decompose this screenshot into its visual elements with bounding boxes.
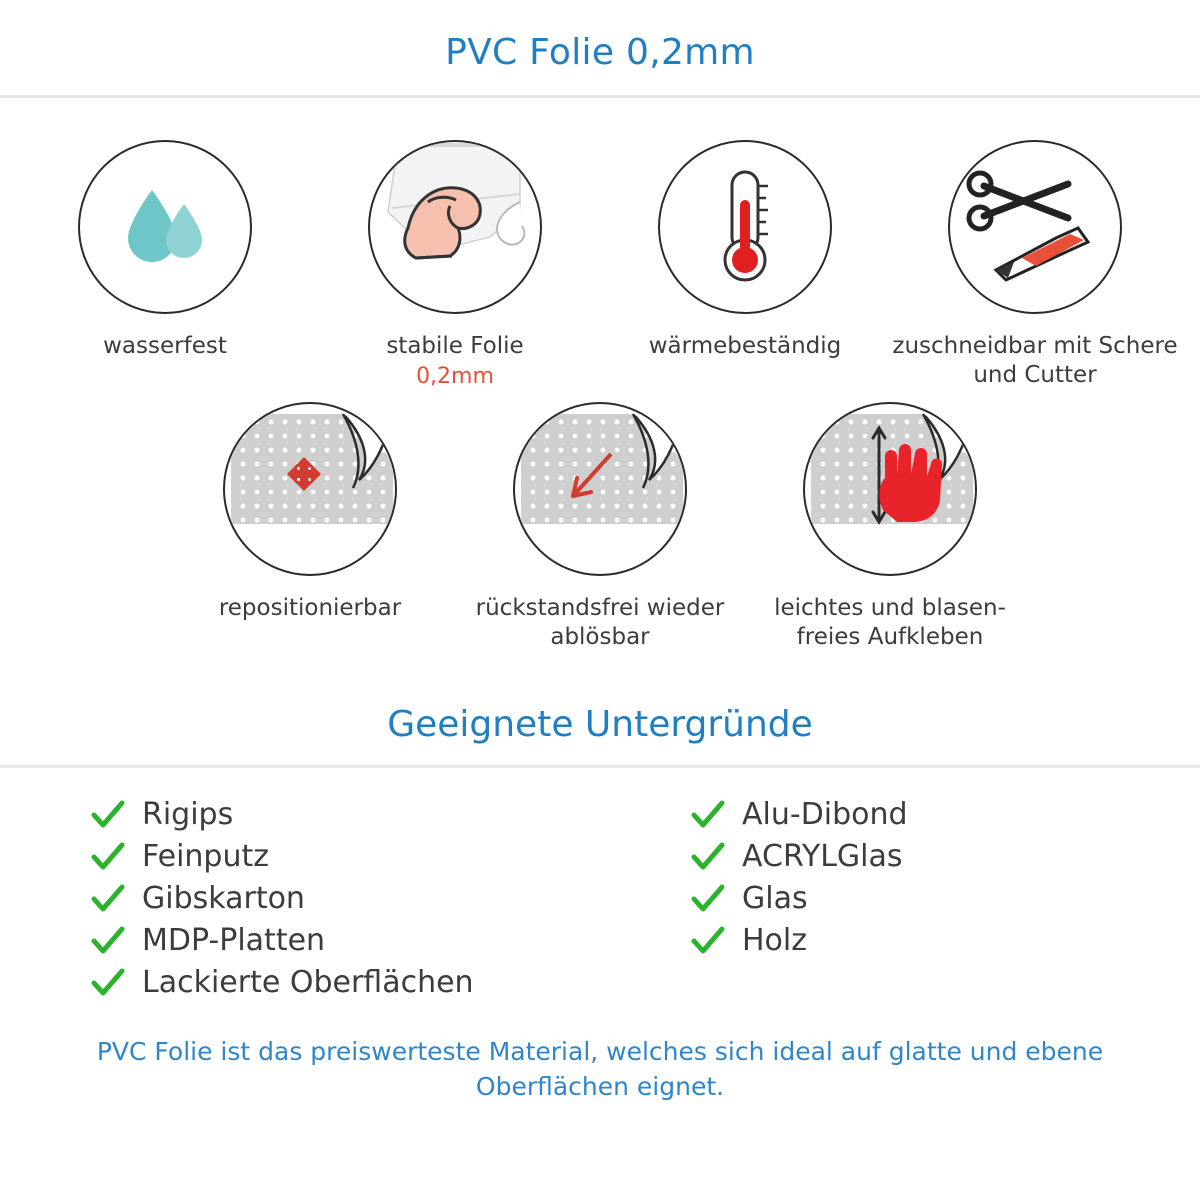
feature-caption [455,594,745,653]
check-icon [690,799,726,831]
feature-repositionierbar [165,402,455,623]
page-title: PVC Folie 0,2mm [445,32,755,73]
feature-icon-circle [948,140,1122,314]
divider-middle [0,765,1200,768]
list-item-label: Alu-Dibond [742,797,908,833]
list-item [90,840,610,873]
feature-wasserfest [20,140,310,361]
hand-smoothing-icon [805,404,975,574]
water-drops-icon [80,142,250,312]
list-item [90,798,610,831]
feature-icon-circle [803,402,977,576]
feature-zuschneidbar [890,140,1180,391]
feature-stabile-folie [310,140,600,392]
feature-sublabel: 0,2mm [416,364,494,390]
feature-label: rückstandsfrei wieder ablösbar [475,594,725,651]
list-item [90,966,610,999]
list-item-label: Rigips [142,797,234,833]
divider-top [0,95,1200,98]
feature-row-1 [0,140,1200,392]
list-item-label: Gibskarton [142,881,305,917]
list-item [690,798,1150,831]
feature-aufkleben [745,402,1035,653]
substrates-column-left [90,798,610,1008]
feature-waermebestaendig [600,140,890,361]
feature-icon-circle [658,140,832,314]
feature-label: zuschneidbar mit Schere und Cutter [892,333,1178,389]
check-icon [90,799,126,831]
list-item [90,882,610,915]
feature-caption [386,332,523,392]
feature-caption [745,594,1035,653]
substrates-header [0,704,1200,745]
check-icon [90,967,126,999]
scissors-cutter-icon [950,142,1120,312]
list-item-label: Lackierte Oberflächen [142,965,474,1001]
footer-note: PVC Folie ist das preiswerteste Material, welches sich ideal auf glatte und ebene Oberflächen eignet. [96,1037,1104,1102]
list-item-label: MDP-Platten [142,923,326,959]
check-icon [690,925,726,957]
list-item [690,924,1150,957]
strong-arm-icon [370,142,540,312]
reposition-arrows-icon [225,404,395,574]
list-item-label: Glas [742,881,808,917]
feature-label: wärmebeständig [648,333,842,359]
peel-off-icon [515,404,685,574]
feature-label: wasserfest [103,333,227,359]
check-icon [90,841,126,873]
feature-icon-circle [223,402,397,576]
feature-caption [103,332,227,361]
check-icon [90,883,126,915]
list-item-label: ACRYLGlas [742,839,903,875]
feature-label: leichtes und blasen- freies Aufkleben [774,594,1006,651]
feature-label: stabile Folie [386,333,524,359]
list-item [90,924,610,957]
thermometer-icon [660,142,830,312]
feature-icon-circle [513,402,687,576]
header [0,0,1200,73]
feature-caption [219,594,401,623]
check-icon [690,841,726,873]
feature-icon-circle [368,140,542,314]
substrates-title: Geeignete Untergründe [387,704,813,746]
feature-caption [890,332,1180,391]
check-icon [90,925,126,957]
check-icon [690,883,726,915]
list-item-label: Feinputz [142,839,269,875]
list-item [690,882,1150,915]
substrates-column-right [610,798,1150,1008]
feature-caption [649,332,842,361]
list-item [690,840,1150,873]
feature-label: repositionierbar [218,594,402,621]
list-item-label: Holz [742,923,807,959]
feature-icon-circle [78,140,252,314]
feature-row-2 [0,402,1200,653]
feature-rueckstandsfrei [455,402,745,653]
substrates-lists [0,798,1200,1008]
